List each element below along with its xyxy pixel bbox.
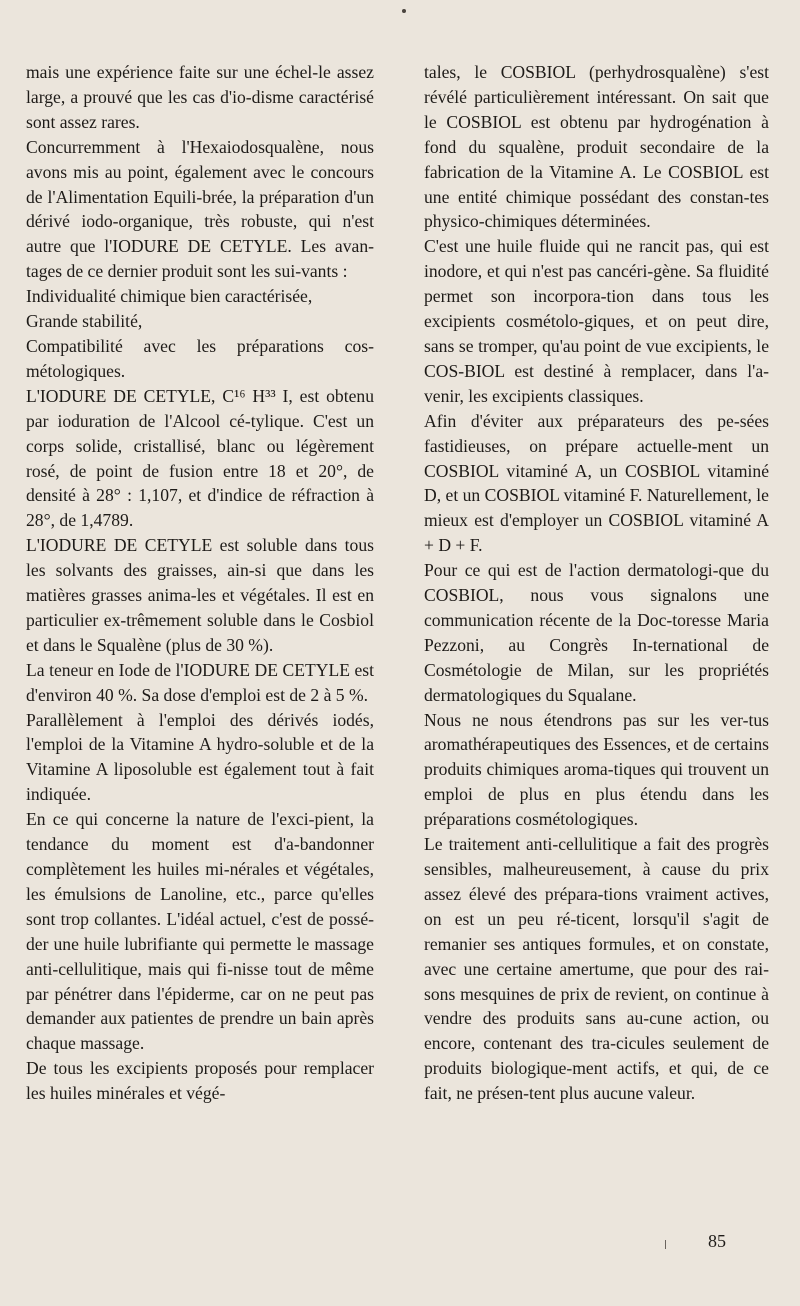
paragraph: Le traitement anti-cellulitique a fait des progrès sensibles, malheureusement, à cause du prix assez élevé des prépara-tions vraiment actives, on est un peu ré-ticent, lorsqu'il s'agit de remanier ses antiques formules, et on constate, avec une certaine amertume, que pour des rai-sons mesquines de prix de revient, on continue à vendre des produits sans au-cune action, ou encore, contenant des tra-cicules seulement de produits biologique-ment actifs, et qui, de ce fait, ne présen-tent plus aucune valeur. <box>424 834 769 1104</box>
right-column <box>424 60 769 1106</box>
paragraph: C'est une huile fluide qui ne rancit pas, qui est inodore, et qui n'est pas cancéri-gène. Sa fluidité permet son incorpora-tion dans tous les excipients cosmétolo-giques, et on peut dire, sans se tromper, qu'au point de vue excipients, le COS-BIOL est destiné à remplacer, dans l'a-venir, les excipients classiques. <box>424 236 769 406</box>
paragraph: L'IODURE DE CETYLE est soluble dans tous les solvants des graisses, ain-si que dans les matières grasses anima-les et végétales. Il est en particulier ex-trêmement soluble dans le Cosbiol et dans le Squalène (plus de 30 %). <box>26 535 374 655</box>
page-number: 85 <box>708 1231 726 1251</box>
paragraph: Compatibilité avec les préparations cos-métologiques. <box>26 335 374 381</box>
paragraph: Afin d'éviter aux préparateurs des pe-sées fastidieuses, on prépare actuelle-ment un COSBIOL vitaminé A, un COSBIOL vitaminé D, et un COSBIOL vitaminé F. Naturellement, le mieux est d'employer un COSBIOL vitaminé A + D + F. <box>424 410 769 556</box>
paragraph: Concurremment à l'Hexaiodosqualène, nous avons mis au point, également avec le concours de l'Alimentation Equili-brée, la préparation d'un dérivé iodo-organique, très robuste, qui n'est autre que l'IODURE DE CETYLE. Les avan-tages de ce dernier produit sont les sui-vants : <box>26 136 374 282</box>
left-column <box>26 60 374 1106</box>
bottom-tick-mark <box>665 1240 666 1249</box>
paragraph: mais une expérience faite sur une échel-le assez large, a prouvé que les cas d'io-disme caractérisé sont assez rares. <box>26 62 374 132</box>
paragraph: Individualité chimique bien caractérisée, <box>26 286 313 307</box>
paragraph: Pour ce qui est de l'action dermatologi-que du COSBIOL, nous vous signalons une communication récente de la Doc-toresse Maria Pezzoni, au Congrès In-ternational de Cosmétologie de Milan, sur les propriétés dermatologiques du Squalane. <box>424 560 769 705</box>
paragraph: La teneur en Iode de l'IODURE DE CETYLE est d'environ 40 %. Sa dose d'emploi est de 2 à 5 %. <box>26 659 374 705</box>
paragraph: tales, le COSBIOL (perhydrosqualène) s'est révélé particulièrement intéressant. On sait que le COSBIOL est obtenu par hydrogénation à fond du squalène, produit secondaire de la fabrication de la Vitamine A. Le COSBIOL est une entité chimique possédant des constan-tes physico-chimiques déterminées. <box>424 62 769 232</box>
paragraph: En ce qui concerne la nature de l'exci-pient, la tendance du moment est d'a-bandonner complètement les huiles mi-nérales et végétales, les émulsions de Lanoline, etc., parce qu'elles sont trop collantes. L'idéal actuel, c'est de possé-der une huile lubrifiante qui permette le massage anti-cellulitique, mais qui fi-nisse tout de même par pénétrer dans l'épiderme, car on ne peut pas demander aux patientes de prendre un bain après chaque massage. <box>26 809 374 1054</box>
paragraph: L'IODURE DE CETYLE, C¹⁶ H³³ I, est obtenu par ioduration de l'Alcool cé-tylique. C'est un corps solide, cristallisé, blanc ou légèrement rosé, de point de fusion entre 18 et 20°, de densité à 28° : 1,107, et d'indice de réfraction à 28°, de 1,4789. <box>26 385 374 531</box>
paragraph: Nous ne nous étendrons pas sur les ver-tus aromathérapeutiques des Essences, et de certains produits chimiques aroma-tiques qui trouvent un emploi de plus en plus étendu dans les préparations cosmétologiques. <box>424 709 769 830</box>
paragraph: Grande stabilité, <box>26 311 143 332</box>
top-dot-mark <box>402 9 406 13</box>
paragraph: De tous les excipients proposés pour remplacer les huiles minérales et végé- <box>26 1058 374 1104</box>
paragraph: Parallèlement à l'emploi des dérivés iodés, l'emploi de la Vitamine A hydro-soluble et de la Vitamine A liposoluble est également tout à fait indiquée. <box>26 709 374 805</box>
